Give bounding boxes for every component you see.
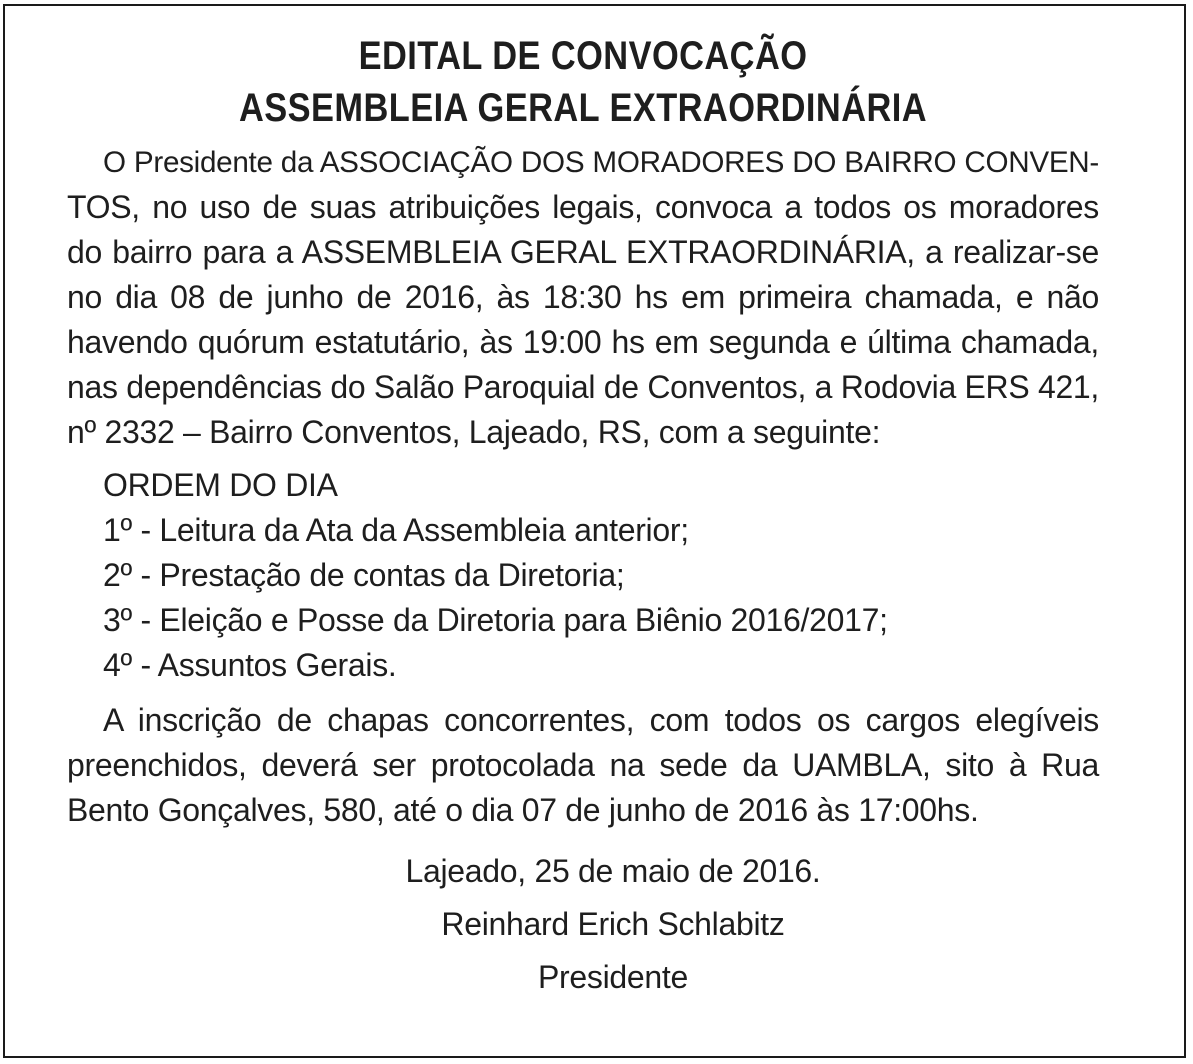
- notice-title: EDITAL DE CONVOCAÇÃO: [358, 34, 808, 78]
- agenda-list: [67, 463, 1099, 688]
- paragraph-line: nas dependências do Salão Paroquial de Conventos, a Rodovia ERS 421,: [67, 369, 1099, 405]
- signer-role: Presidente: [538, 959, 688, 995]
- agenda-item: 4º - Assuntos Gerais.: [103, 647, 397, 683]
- paragraph-line: Bento Gonçalves, 580, até o dia 07 de junho de 2016 às 17:00hs.: [67, 792, 979, 828]
- agenda-item: 2º - Prestação de contas da Diretoria;: [103, 557, 625, 593]
- paragraph-line: A inscrição de chapas concorrentes, com todos os cargos elegíveis: [103, 702, 1099, 738]
- paragraph-line: nº 2332 – Bairro Conventos, Lajeado, RS, com a seguinte:: [67, 414, 881, 450]
- signer-name: Reinhard Erich Schlabitz: [441, 906, 785, 942]
- signature-block: [67, 845, 1099, 1004]
- paragraph-line: TOS, no uso de suas atribuições legais, convoca a todos os moradores: [67, 189, 1099, 225]
- registration-paragraph: [67, 698, 1099, 833]
- paragraph-line: do bairro para a ASSEMBLEIA GERAL EXTRAORDINÁRIA, a realizar-se: [67, 234, 1099, 270]
- convocation-paragraph: [67, 140, 1099, 455]
- agenda-heading: ORDEM DO DIA: [103, 467, 338, 503]
- notice-content: [67, 30, 1099, 1004]
- agenda-item: 3º - Eleição e Posse da Diretoria para Biênio 2016/2017;: [103, 602, 888, 638]
- notice-subtitle: ASSEMBLEIA GERAL EXTRAORDINÁRIA: [239, 86, 927, 130]
- paragraph-line: havendo quórum estatutário, às 19:00 hs em segunda e última chamada,: [67, 324, 1099, 360]
- paragraph-line: no dia 08 de junho de 2016, às 18:30 hs em primeira chamada, e não: [67, 279, 1099, 315]
- paragraph-line: O Presidente da ASSOCIAÇÃO DOS MORADORES DO BAIRRO CONVEN-: [103, 146, 1099, 179]
- paragraph-line: preenchidos, deverá ser protocolada na sede da UAMBLA, sito à Rua: [67, 747, 1099, 783]
- agenda-item: 1º - Leitura da Ata da Assembleia anterior;: [103, 512, 689, 548]
- place-date: Lajeado, 25 de maio de 2016.: [405, 853, 821, 889]
